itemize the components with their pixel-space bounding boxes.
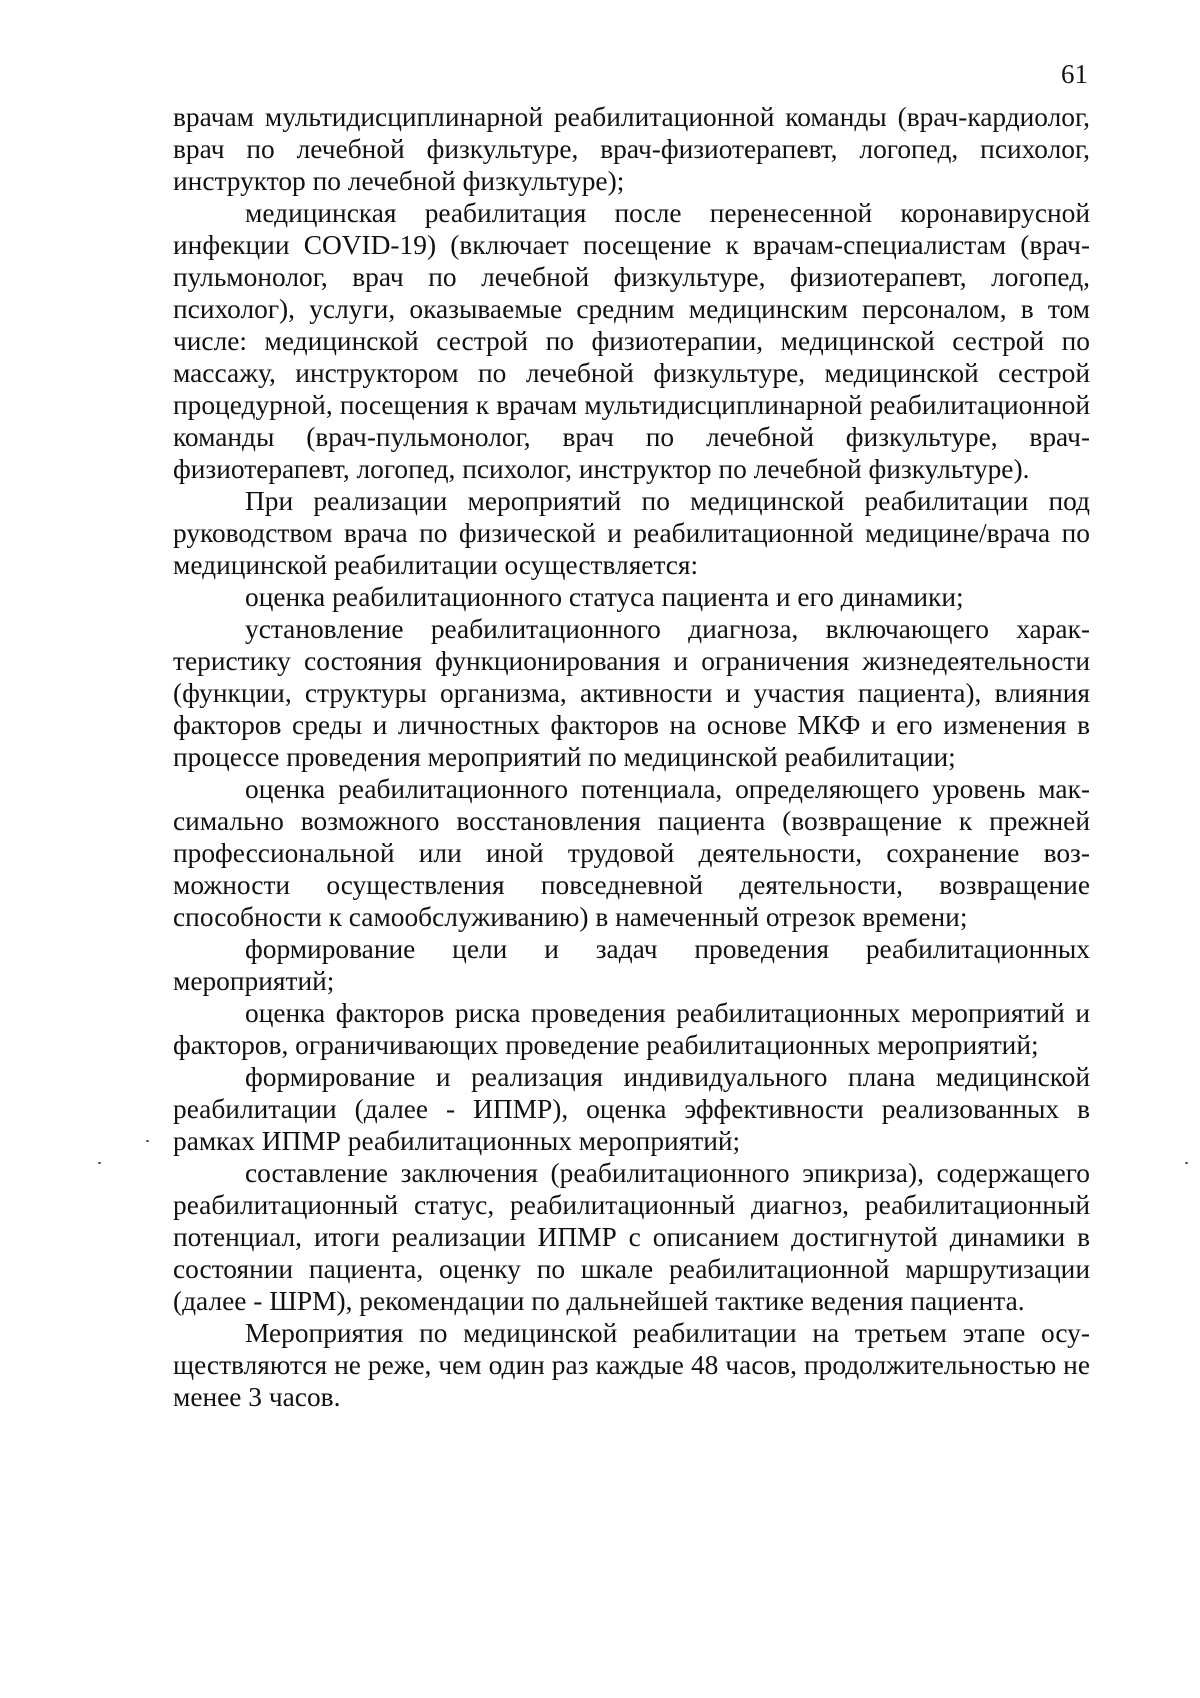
document-body bbox=[173, 101, 1090, 1413]
scan-speck bbox=[146, 1140, 149, 1142]
paragraph-third-stage: Мероприятия по медицинской реабилитации на третьем этапе осуществляются не реже, чем один раз каждые 48 часов, продолжительностью не менее 3 часов. bbox=[173, 1318, 1090, 1412]
paragraph-ipmr-plan: формирование и реализация индивидуального плана медицинской реабилитации (далее - ИПМР), оценка эффективности реализованных в рамках ИПМР реабилитационных мероприятий; bbox=[173, 1062, 1090, 1156]
paragraph-epicrisis: составление заключения (реабилитационного эпикриза), содержащего реабилитационный статус, реабилитационный диагноз, реабилитационный потенциал, итоги реализации ИПМР с описанием достигнутой динамики в состоянии пациента, оценку по шкале реабилитационной маршрутизации (далее - ШРМ), рекомендации по дальнейшей тактике ведения пациента. bbox=[173, 1158, 1090, 1316]
paragraph-potential-assessment: оценка реабилитационного потенциала, определяющего уровень максимально возможного восстановления пациента (возвращение к прежней профессиональной или иной трудовой деятельности, сохранение возможности осуществления повседневной деятельности, возвращение способности к самообслуживанию) в намеченный отрезок времени; bbox=[173, 774, 1090, 932]
paragraph-diagnosis: установление реабилитационного диагноза, включающего характеристику состояния функционирования и ограничения жизнедеятельности (функции, структуры организма, активности и участия пациента), влияния факторов среды и личностных факторов на основе МКФ и его изменения в процессе проведения мероприятий по медицинской реабилитации; bbox=[173, 614, 1090, 772]
paragraph-rehabilitation-intro: При реализации мероприятий по медицинской реабилитации под руководством врача по физической и реабилитационной медицине/врача по медицинской реабилитации осуществляется: bbox=[173, 486, 1090, 580]
paragraph-goals: формирование цели и задач проведения реабилитационных мероприятий; bbox=[173, 934, 1090, 996]
paragraph-risk-factors: оценка факторов риска проведения реабилитационных мероприятий и факторов, ограничивающих проведение реабилитационных мероприятий; bbox=[173, 998, 1090, 1060]
page-number: 61 bbox=[1061, 59, 1088, 89]
scan-speck bbox=[98, 1162, 101, 1164]
paragraph-covid-rehabilitation: медицинская реабилитация после перенесенной коронавирусной инфекции COVID-19) (включает посещение к врачам-специалистам (врач-пульмонолог, врач по лечебной физкультуре, физиотерапевт, логопед, психолог), услуги, оказываемые средним медицинским персоналом, в том числе: медицинской сестрой по физиотерапии, медицинской сестрой по массажу, инструктором по лечебной физкультуре, медицинской сестрой процедурной, посещения к врачам мультидисциплинарной реабилитационной команды (врач-пульмонолог, врач по лечебной физкультуре, врач-физиотерапевт, логопед, психолог, инструктор по лечебной физкультуре). bbox=[173, 198, 1090, 484]
paragraph-status-assessment: оценка реабилитационного статуса пациента и его динамики; bbox=[245, 582, 964, 612]
scan-speck bbox=[1185, 1162, 1188, 1164]
paragraph-team-composition: врачам мультидисциплинарной реабилитационной команды (врач-кардиолог, врач по лечебной физкультуре, врач-физиотерапевт, логопед, психолог, инструктор по лечебной физкультуре); bbox=[173, 102, 1090, 196]
